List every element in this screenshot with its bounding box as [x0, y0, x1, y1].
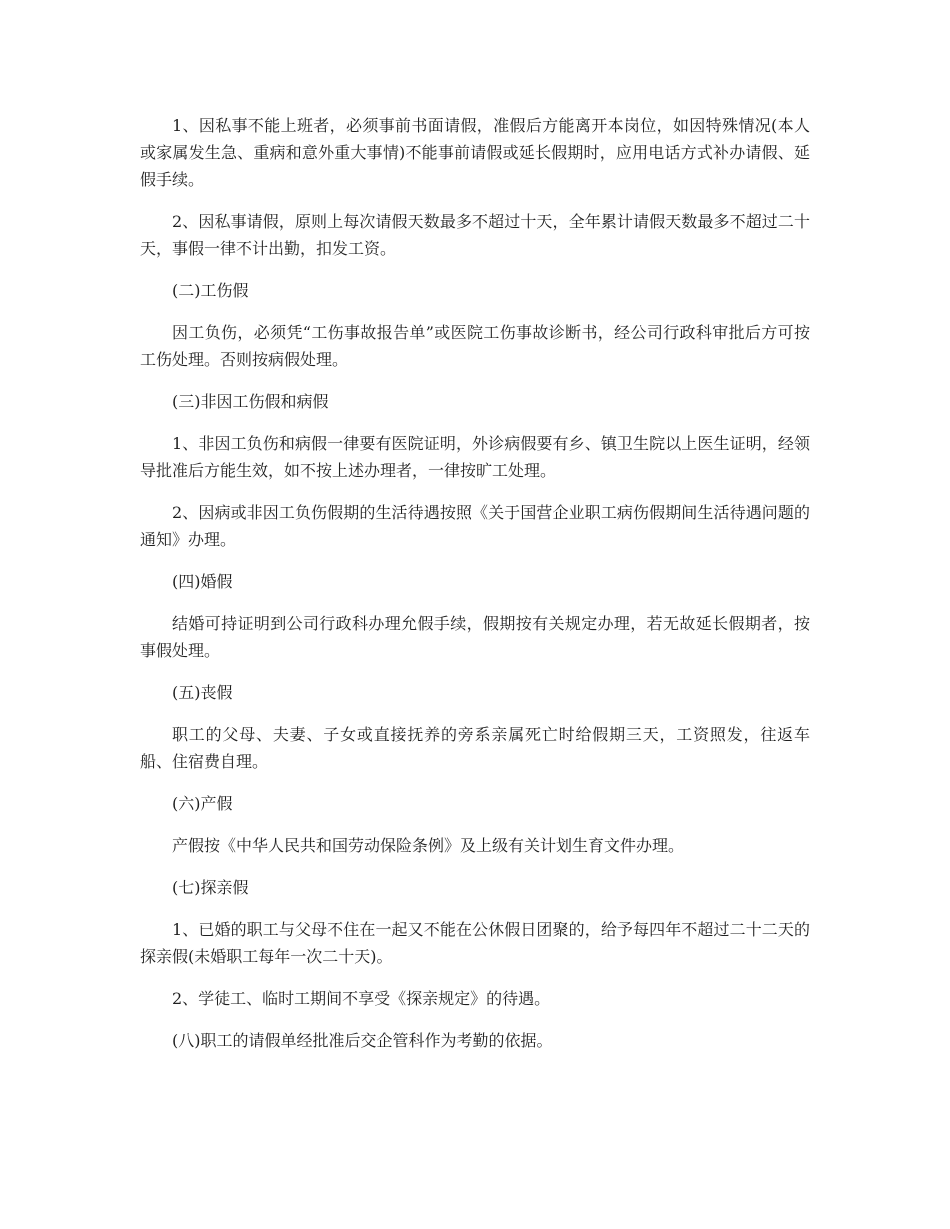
section-heading-maternity-leave: (六)产假: [172, 794, 233, 813]
paragraph-sick-leave-benefits: 2、因病或非因工负伤假期的生活待遇按照《关于国营企业职工病伤假期间生活待遇问题的通知》办理。: [140, 503, 810, 549]
paragraph-family-visit-married: 1、已婚的职工与父母不住在一起又不能在公休假日团聚的，给予每四年不超过二十二天的探亲假(未婚职工每年一次二十天)。: [140, 920, 810, 966]
section-heading-marriage-leave: (四)婚假: [172, 572, 233, 591]
section-heading-work-injury-leave: (二)工伤假: [172, 281, 249, 300]
paragraph-work-injury-leave: 因工负伤，必须凭“工伤事故报告单”或医院工伤事故诊断书，经公司行政科审批后方可按工伤处理。否则按病假处理。: [140, 323, 810, 369]
section-heading-family-visit-leave: (七)探亲假: [172, 878, 249, 897]
section-heading-sick-leave: (三)非因工伤假和病假: [172, 392, 329, 411]
paragraph-sick-leave-certificate: 1、非因工负伤和病假一律要有医院证明，外诊病假要有乡、镇卫生院以上医生证明，经领导批准后方能生效，如不按上述办理者，一律按旷工处理。: [140, 434, 810, 480]
paragraph-marriage-leave: 结婚可持证明到公司行政科办理允假手续，假期按有关规定办理，若无故延长假期者，按事假处理。: [140, 614, 810, 660]
paragraph-personal-leave-procedure: 1、因私事不能上班者，必须事前书面请假，准假后方能离开本岗位，如因特殊情况(本人或家属发生急、重病和意外重大事情)不能事前请假或延长假期时，应用电话方式补办请假、延假手续。: [140, 116, 810, 189]
paragraph-maternity-leave: 产假按《中华人民共和国劳动保险条例》及上级有关计划生育文件办理。: [172, 836, 685, 855]
document-body: [140, 112, 810, 1069]
section-heading-bereavement-leave: (五)丧假: [172, 683, 233, 702]
paragraph-family-visit-apprentice: 2、学徒工、临时工期间不享受《探亲规定》的待遇。: [172, 989, 551, 1008]
paragraph-personal-leave-limit: 2、因私事请假，原则上每次请假天数最多不超过十天，全年累计请假天数最多不超过二十天，事假一律不计出勤，扣发工资。: [140, 212, 810, 258]
section-heading-leave-slip: (八)职工的请假单经批准后交企管科作为考勤的依据。: [172, 1031, 553, 1050]
paragraph-bereavement-leave: 职工的父母、夫妻、子女或直接抚养的旁系亲属死亡时给假期三天，工资照发，往返车船、住宿费自理。: [140, 725, 810, 771]
